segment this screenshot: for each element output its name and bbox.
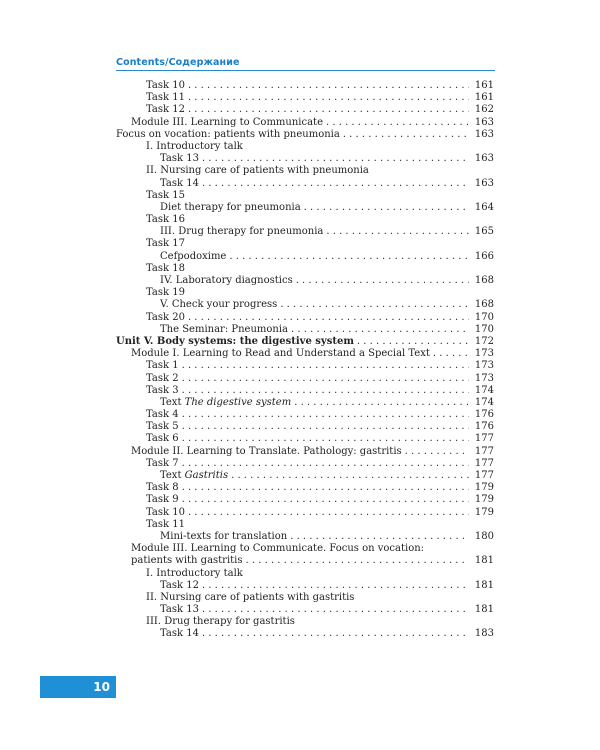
toc-entry-page: 170 xyxy=(474,311,494,323)
toc-entry xyxy=(116,251,494,263)
dot-leader xyxy=(326,117,469,129)
dot-leader xyxy=(182,373,469,385)
dot-leader xyxy=(182,385,469,397)
page-number: 10 xyxy=(93,680,110,694)
toc-entry-page: 164 xyxy=(474,201,494,213)
toc-entry xyxy=(116,324,494,336)
toc-entry-page: 180 xyxy=(474,530,494,542)
toc-entry xyxy=(116,470,494,482)
toc-entry-title: Task 16 xyxy=(146,214,185,226)
dot-leader xyxy=(231,470,469,482)
toc-entry-title: Task 6 xyxy=(146,433,179,445)
dot-leader xyxy=(188,80,469,92)
dot-leader xyxy=(291,324,469,336)
toc-entry xyxy=(116,214,494,226)
dot-leader xyxy=(182,360,469,372)
table-of-contents xyxy=(116,80,494,641)
toc-entry-title: The Seminar: Pneumonia xyxy=(160,323,289,335)
toc-entry-page: 163 xyxy=(474,128,494,140)
toc-entry-page: 177 xyxy=(474,433,494,445)
toc-entry-page: 173 xyxy=(474,348,494,360)
toc-entry-title: Module I. Learning to Read and Understand a Special Text xyxy=(131,348,430,360)
toc-entry-title: Mini-texts for translation xyxy=(160,530,288,542)
toc-entry xyxy=(116,190,494,202)
dot-leader xyxy=(202,628,469,640)
dot-leader xyxy=(182,409,469,421)
toc-entry-title: II. Nursing care of patients with gastritis xyxy=(146,591,355,603)
toc-entry-title: Task 14 xyxy=(160,177,199,189)
toc-entry xyxy=(116,555,494,567)
toc-entry-page: 172 xyxy=(474,335,494,347)
dot-leader xyxy=(229,251,469,263)
toc-entry-title: Task 7 xyxy=(146,457,179,469)
dot-leader xyxy=(182,482,469,494)
toc-entry-page: 174 xyxy=(474,396,494,408)
dot-leader xyxy=(294,397,469,409)
dot-leader xyxy=(202,604,469,616)
toc-entry-page: 174 xyxy=(474,384,494,396)
toc-entry-title: Cefpodoxime xyxy=(160,250,227,262)
toc-entry xyxy=(116,373,494,385)
toc-entry xyxy=(116,263,494,275)
toc-entry-page: 161 xyxy=(474,92,494,104)
toc-entry-page: 179 xyxy=(474,494,494,506)
toc-entry xyxy=(116,616,494,628)
toc-entry xyxy=(116,80,494,92)
toc-entry-title: Task 1 xyxy=(146,360,179,372)
toc-entry-title: Task 15 xyxy=(146,189,185,201)
dot-leader xyxy=(188,312,469,324)
toc-entry xyxy=(116,360,494,372)
toc-entry-page: 173 xyxy=(474,360,494,372)
toc-entry-title: Text The digestive system xyxy=(160,396,292,408)
dot-leader xyxy=(182,494,469,506)
dot-leader xyxy=(296,275,469,287)
toc-entry-title: patients with gastritis xyxy=(131,555,243,567)
toc-entry-page: 176 xyxy=(474,421,494,433)
dot-leader xyxy=(280,299,469,311)
toc-entry xyxy=(116,178,494,190)
toc-entry xyxy=(116,580,494,592)
toc-entry-title: Task 18 xyxy=(146,262,185,274)
toc-entry-page: 170 xyxy=(474,323,494,335)
toc-entry xyxy=(116,275,494,287)
toc-entry xyxy=(116,458,494,470)
toc-entry-title: III. Drug therapy for gastritis xyxy=(146,616,295,628)
toc-entry-page: 177 xyxy=(474,445,494,457)
toc-entry xyxy=(116,507,494,519)
toc-entry xyxy=(116,592,494,604)
toc-entry-title: Task 9 xyxy=(146,494,179,506)
toc-entry-title: Module II. Learning to Translate. Pathology: gastritis xyxy=(131,445,402,457)
toc-entry xyxy=(116,238,494,250)
toc-entry-title: Task 10 xyxy=(146,506,185,518)
toc-entry xyxy=(116,141,494,153)
toc-entry xyxy=(116,568,494,580)
toc-entry xyxy=(116,202,494,214)
toc-entry xyxy=(116,433,494,445)
header-divider xyxy=(116,70,495,71)
toc-entry-title: I. Introductory talk xyxy=(146,140,243,152)
toc-entry-title: Task 4 xyxy=(146,409,179,421)
toc-entry-page: 177 xyxy=(474,470,494,481)
toc-entry xyxy=(116,299,494,311)
toc-entry xyxy=(116,494,494,506)
toc-entry xyxy=(116,519,494,531)
toc-entry-title: Text Gastritis xyxy=(160,470,229,481)
toc-entry-title: I. Introductory talk xyxy=(146,567,243,579)
toc-entry-title: Task 13 xyxy=(160,604,199,616)
toc-entry xyxy=(116,421,494,433)
dot-leader xyxy=(182,421,469,433)
toc-entry-title: Task 14 xyxy=(160,628,199,640)
page-number-badge xyxy=(40,676,116,698)
toc-entry xyxy=(116,312,494,324)
toc-entry-title: Task 19 xyxy=(146,287,185,299)
toc-entry-page: 168 xyxy=(474,275,494,286)
toc-entry xyxy=(116,446,494,458)
toc-entry-page: 162 xyxy=(474,104,494,116)
toc-entry-title: Focus on vocation: patients with pneumonia xyxy=(116,128,340,140)
toc-entry xyxy=(116,117,494,129)
toc-entry-title: Task 13 xyxy=(160,153,199,165)
toc-entry xyxy=(116,165,494,177)
toc-entry xyxy=(116,287,494,299)
toc-entry-title: Module III. Learning to Communicate xyxy=(131,116,323,128)
toc-entry-title: Unit V. Body systems: the digestive system xyxy=(116,335,354,347)
toc-entry xyxy=(116,543,494,555)
toc-entry-title: Task 8 xyxy=(146,482,179,494)
toc-entry xyxy=(116,409,494,421)
page-header-title: Contents/Содержание xyxy=(116,57,240,68)
toc-entry xyxy=(116,129,494,141)
toc-entry-title: V. Check your progress xyxy=(160,299,278,311)
toc-entry-page: 163 xyxy=(474,153,494,165)
toc-entry-title: Task 11 xyxy=(146,92,185,104)
dot-leader xyxy=(343,129,469,141)
toc-entry-italic-title: The digestive system xyxy=(184,396,292,408)
toc-entry-page: 173 xyxy=(474,372,494,384)
dot-leader xyxy=(188,92,469,104)
toc-entry-title: Task 11 xyxy=(146,518,185,530)
toc-entry-page: 183 xyxy=(474,628,494,640)
toc-entry-title: Task 3 xyxy=(146,384,179,396)
toc-entry-page: 181 xyxy=(474,555,494,567)
toc-entry-title: Task 10 xyxy=(146,80,185,91)
dot-leader xyxy=(188,507,469,519)
toc-entry-page: 163 xyxy=(474,177,494,189)
toc-entry-title: Task 20 xyxy=(146,311,185,323)
toc-entry xyxy=(116,336,494,348)
toc-entry xyxy=(116,153,494,165)
toc-entry-title: Task 2 xyxy=(146,372,179,384)
toc-entry-title: IV. Laboratory diagnostics xyxy=(160,275,293,286)
dot-leader xyxy=(290,531,469,543)
toc-entry-page: 163 xyxy=(474,116,494,128)
toc-entry-page: 181 xyxy=(474,604,494,616)
dot-leader xyxy=(182,433,469,445)
dot-leader xyxy=(433,348,469,360)
dot-leader xyxy=(188,104,469,116)
toc-entry-title: II. Nursing care of patients with pneumonia xyxy=(146,165,369,177)
toc-entry-page: 177 xyxy=(474,457,494,469)
toc-entry-page: 166 xyxy=(474,250,494,262)
toc-entry-title: Module III. Learning to Communicate. Focus on vocation: xyxy=(131,543,425,555)
toc-entry xyxy=(116,482,494,494)
dot-leader xyxy=(246,555,469,567)
toc-entry-page: 181 xyxy=(474,579,494,591)
dot-leader xyxy=(357,336,469,348)
dot-leader xyxy=(304,202,469,214)
dot-leader xyxy=(202,178,469,190)
toc-entry xyxy=(116,628,494,640)
toc-entry-title: III. Drug therapy for pneumonia xyxy=(160,226,324,238)
toc-entry-page: 165 xyxy=(474,226,494,238)
toc-entry-title: Task 17 xyxy=(146,238,185,250)
toc-entry-title: Task 5 xyxy=(146,421,179,433)
toc-entry xyxy=(116,397,494,409)
toc-entry xyxy=(116,226,494,238)
toc-entry xyxy=(116,348,494,360)
dot-leader xyxy=(405,446,469,458)
toc-entry xyxy=(116,92,494,104)
toc-entry-title: Diet therapy for pneumonia xyxy=(160,201,301,213)
toc-entry-title: Task 12 xyxy=(160,579,199,591)
toc-entry xyxy=(116,104,494,116)
toc-entry xyxy=(116,531,494,543)
toc-entry-page: 176 xyxy=(474,409,494,421)
dot-leader xyxy=(326,226,469,238)
toc-entry xyxy=(116,385,494,397)
toc-entry xyxy=(116,604,494,616)
toc-entry-page: 179 xyxy=(474,506,494,518)
toc-entry-page: 161 xyxy=(474,80,494,91)
toc-entry-title: Task 12 xyxy=(146,104,185,116)
dot-leader xyxy=(202,580,469,592)
toc-entry-italic-title: Gastritis xyxy=(184,470,229,481)
toc-entry-page: 168 xyxy=(474,299,494,311)
toc-entry-page: 179 xyxy=(474,482,494,494)
dot-leader xyxy=(202,153,469,165)
dot-leader xyxy=(182,458,469,470)
